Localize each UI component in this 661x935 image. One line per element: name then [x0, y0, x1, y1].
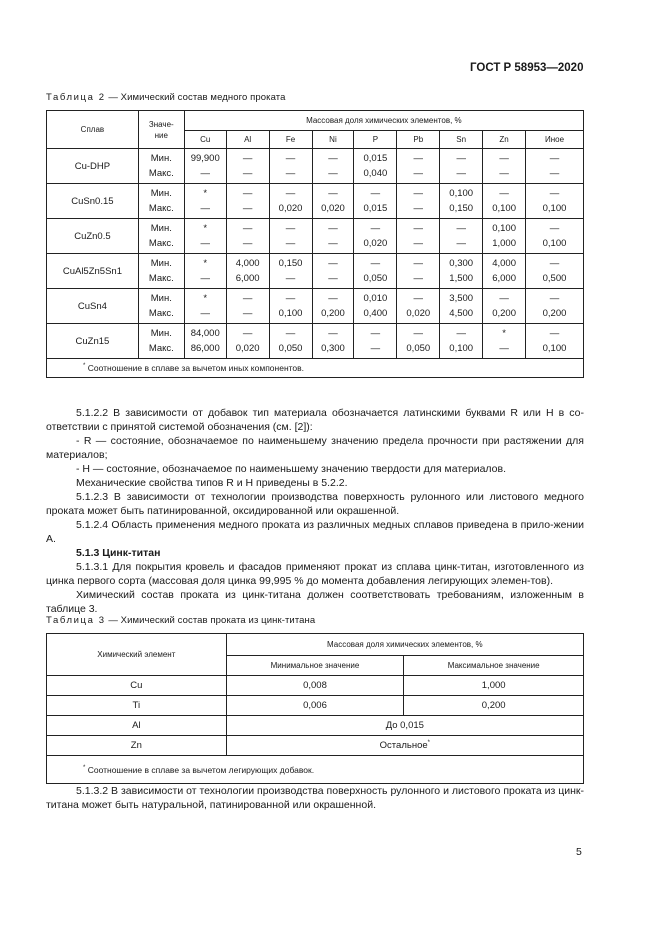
- min-value: —: [413, 153, 424, 164]
- min-label: Мин.: [150, 258, 172, 269]
- max-value: 0,300: [321, 343, 345, 354]
- alloy-name: CuSn0.15: [47, 184, 139, 219]
- table3-caption-title: — Химический состав проката из цинк-титана: [105, 615, 316, 626]
- col-element-header: Химический элемент: [47, 634, 227, 676]
- value-cell: [312, 184, 354, 219]
- value-cell: [397, 254, 440, 289]
- value-cell: [226, 184, 269, 219]
- value-cell: [397, 219, 440, 254]
- max-label: Макс.: [148, 308, 174, 319]
- min-value: *: [203, 188, 208, 199]
- element-name: Zn: [47, 736, 227, 756]
- max-label: Макс.: [148, 273, 174, 284]
- value-cell: [312, 219, 354, 254]
- value-cell: [483, 149, 526, 184]
- min-value: 4,000: [492, 258, 516, 269]
- paragraph: 5.1.2.2 В зависимости от добавок тип материала обозначается латинскими буквами R или H в со-ответствии с принятой системой обозначения (см. [2]):: [46, 407, 584, 433]
- min-value: —: [549, 328, 560, 339]
- max-value: 0,500: [542, 273, 567, 284]
- footnote-row: [47, 359, 584, 378]
- merged-value: [226, 716, 583, 736]
- max-value: —: [328, 238, 338, 249]
- table2-footnote: [47, 359, 584, 378]
- min-value: —: [242, 328, 253, 339]
- max-value: —: [285, 238, 296, 249]
- value-cell: [312, 149, 354, 184]
- min-value: —: [499, 293, 509, 304]
- min-value: —: [285, 153, 296, 164]
- value-cell: [526, 254, 584, 289]
- paragraph: 5.1.3.2 В зависимости от технологии производства поверхность рулонного и листового проката из цинк-титана может быть натуральной, патинированной или окрашенной.: [46, 785, 584, 811]
- element-header: Ni: [312, 131, 354, 149]
- max-value: 0,100: [542, 238, 567, 249]
- max-value: 0,020: [235, 343, 260, 354]
- min-value: —: [328, 258, 338, 269]
- min-value: —: [413, 293, 424, 304]
- min-value: 0,010: [363, 293, 388, 304]
- min-value: —: [456, 153, 466, 164]
- table-row: [47, 219, 584, 254]
- max-value: —: [456, 168, 466, 179]
- min-value: —: [549, 223, 560, 234]
- table2-caption-prefix: Таблица 2: [46, 92, 106, 103]
- min-value: *: [502, 328, 506, 339]
- value-cell: [184, 184, 226, 219]
- value-cell: [226, 289, 269, 324]
- paragraph: Механические свойства типов R и H приведены в 5.2.2.: [76, 477, 348, 489]
- value-cell: [184, 149, 226, 184]
- col-value-header: Значе- ние: [138, 111, 184, 149]
- table-row: [47, 254, 584, 289]
- max-value: —: [328, 168, 338, 179]
- col-group-header: Массовая доля химических элементов, %: [226, 634, 583, 656]
- value-cell: [269, 184, 312, 219]
- min-value: —: [328, 328, 338, 339]
- max-value: 0,015: [363, 203, 388, 214]
- min-value: —: [413, 223, 424, 234]
- page-number: 5: [576, 846, 582, 858]
- min-value: —: [328, 153, 338, 164]
- max-value: 1,000: [492, 238, 516, 249]
- closing-paragraph: [46, 784, 584, 812]
- max-value: —: [242, 308, 253, 319]
- min-value: —: [413, 188, 424, 199]
- value-cell: [269, 289, 312, 324]
- value-cell: [184, 324, 226, 359]
- value-cell: [526, 149, 584, 184]
- min-value: —: [328, 223, 338, 234]
- value-cell: [440, 254, 483, 289]
- max-value: 0,100: [542, 203, 567, 214]
- min-value: *: [203, 258, 208, 269]
- min-label: Мин.: [150, 153, 172, 164]
- value-cell: [184, 289, 226, 324]
- min-value: —: [413, 328, 424, 339]
- min-value: —: [549, 188, 560, 199]
- element-header: Иное: [526, 131, 584, 149]
- max-value: 0,200: [404, 696, 584, 716]
- max-value: —: [200, 168, 210, 179]
- min-value: —: [370, 258, 381, 269]
- min-value: 0,150: [278, 258, 303, 269]
- min-value: *: [203, 223, 208, 234]
- footnote-mark: *: [83, 764, 86, 771]
- value-cell: [483, 289, 526, 324]
- value-text: Остальное: [379, 740, 428, 752]
- min-value: —: [456, 223, 466, 234]
- element-name: Cu: [47, 676, 227, 696]
- footnote-text: Соотношение в сплаве за вычетом легирующих добавок.: [85, 764, 315, 775]
- table2: [46, 110, 584, 378]
- max-value: 0,100: [278, 308, 303, 319]
- value-cell: [440, 324, 483, 359]
- max-value: —: [242, 238, 253, 249]
- max-value: 0,040: [363, 168, 388, 179]
- paragraph: Химический состав проката из цинк-титана должен соответствовать требованиям, изложенным в таблице 3.: [46, 589, 584, 615]
- alloy-name: CuZn15: [47, 324, 139, 359]
- table3-caption-prefix: Таблица 3: [46, 615, 106, 626]
- min-value: —: [370, 188, 381, 199]
- value-cell: [483, 219, 526, 254]
- value-cell: [226, 219, 269, 254]
- table3-footnote: [47, 756, 584, 784]
- max-value: 0,050: [406, 343, 431, 354]
- element-header: Al: [226, 131, 269, 149]
- min-value: 84,000: [190, 328, 220, 339]
- min-value: —: [499, 153, 509, 164]
- value-cell: [526, 219, 584, 254]
- max-value: 0,050: [278, 343, 303, 354]
- value-cell: [312, 254, 354, 289]
- min-value: 0,100: [492, 223, 516, 234]
- element-header: P: [354, 131, 397, 149]
- value-cell: [440, 184, 483, 219]
- limit-labels: [138, 149, 184, 184]
- max-value: 6,000: [235, 273, 260, 284]
- footnote-text: Соотношение в сплаве за вычетом иных компонентов.: [85, 363, 305, 373]
- max-value: —: [499, 343, 509, 354]
- paragraph: 5.1.3 Цинк-титан: [76, 547, 161, 559]
- max-value: 0,020: [278, 203, 303, 214]
- min-value: 3,500: [449, 293, 474, 304]
- max-value: —: [328, 273, 338, 284]
- limit-labels: [138, 254, 184, 289]
- max-value: —: [549, 168, 560, 179]
- max-value: —: [499, 168, 509, 179]
- element-header: Pb: [397, 131, 440, 149]
- table-row: [47, 324, 584, 359]
- element-header: Fe: [269, 131, 312, 149]
- limit-labels: [138, 324, 184, 359]
- table-row: [47, 716, 584, 736]
- value-cell: [269, 149, 312, 184]
- max-value: 0,050: [363, 273, 388, 284]
- value-cell: [269, 324, 312, 359]
- value-cell: [354, 219, 397, 254]
- table2-caption-title: — Химический состав медного проката: [105, 92, 286, 103]
- min-label: Мин.: [150, 328, 172, 339]
- min-value: 0,100: [449, 188, 474, 199]
- min-value: —: [242, 223, 253, 234]
- min-label: Мин.: [150, 188, 172, 199]
- alloy-name: CuZn0.5: [47, 219, 139, 254]
- min-label: Мин.: [150, 293, 172, 304]
- limit-labels: [138, 219, 184, 254]
- value-cell: [226, 324, 269, 359]
- value-cell: [397, 149, 440, 184]
- min-value: —: [242, 153, 253, 164]
- max-value: —: [285, 168, 296, 179]
- paragraph: - R — состояние, обозначаемое по наименьшему значению предела прочности при растяжении для материалов;: [46, 435, 584, 461]
- max-value: —: [200, 238, 210, 249]
- max-value: —: [242, 203, 253, 214]
- value-cell: [440, 149, 483, 184]
- max-label: Макс.: [148, 203, 174, 214]
- merged-value: [226, 736, 583, 756]
- table-row: [47, 184, 584, 219]
- value-cell: [354, 184, 397, 219]
- value-cell: [483, 254, 526, 289]
- table-row: [47, 149, 584, 184]
- footnote-mark: *: [427, 739, 430, 746]
- min-value: 99,900: [190, 153, 220, 164]
- min-value: —: [285, 293, 296, 304]
- max-value: —: [200, 308, 210, 319]
- min-value: —: [285, 223, 296, 234]
- value-cell: [354, 324, 397, 359]
- max-value: 1,500: [449, 273, 474, 284]
- element-name: Al: [47, 716, 227, 736]
- paragraph: - H — состояние, обозначаемое по наименьшему значению твердости для материалов.: [76, 463, 506, 475]
- value-cell: [483, 324, 526, 359]
- paragraph: 5.1.3.1 Для покрытия кровель и фасадов применяют прокат из сплава цинк-титан, изготовленного из цинка первого сорта (массовая доля цинка 99,995 % до момента добавления легирующих элемен-тов).: [46, 561, 584, 587]
- min-value: —: [328, 293, 338, 304]
- element-name: Ti: [47, 696, 227, 716]
- table-row: [47, 696, 584, 716]
- value-cell: [269, 254, 312, 289]
- min-value: —: [549, 153, 560, 164]
- paragraph: 5.1.2.4 Область применения медного проката из различных медных сплавов приведена в прило-жении А.: [46, 519, 584, 545]
- value-cell: [226, 254, 269, 289]
- min-value: 0,015: [363, 153, 388, 164]
- min-value: 0,006: [226, 696, 404, 716]
- min-value: —: [549, 293, 560, 304]
- table-row: [47, 676, 584, 696]
- max-value: —: [413, 273, 424, 284]
- max-value: 0,020: [363, 238, 388, 249]
- max-label: Макс.: [148, 168, 174, 179]
- footnote-mark: *: [83, 363, 86, 370]
- value-cell: [526, 184, 584, 219]
- alloy-name: CuAl5Zn5Sn1: [47, 254, 139, 289]
- min-value: —: [370, 223, 381, 234]
- value-cell: [312, 289, 354, 324]
- min-value: *: [203, 293, 208, 304]
- max-value: 0,150: [449, 203, 474, 214]
- max-value: 6,000: [492, 273, 516, 284]
- min-value: —: [413, 258, 424, 269]
- max-value: 0,100: [492, 203, 516, 214]
- footnote-row: [47, 756, 584, 784]
- max-value: 0,100: [449, 343, 474, 354]
- table3: [46, 633, 584, 784]
- value-cell: [226, 149, 269, 184]
- body-text: [46, 406, 584, 616]
- max-value: 0,200: [492, 308, 516, 319]
- value-cell: [184, 219, 226, 254]
- max-label: Макс.: [148, 343, 174, 354]
- value-cell: [397, 289, 440, 324]
- paragraph: 5.1.2.3 В зависимости от технологии производства поверхность рулонного или листового медного проката может быть патинированной, оксидированной или окрашенной.: [46, 491, 584, 517]
- limit-labels: [138, 184, 184, 219]
- table2-caption: [46, 92, 285, 103]
- max-value: —: [242, 168, 253, 179]
- element-header: Zn: [483, 131, 526, 149]
- max-value: —: [413, 203, 424, 214]
- element-header: Cu: [184, 131, 226, 149]
- value-cell: [397, 184, 440, 219]
- value-cell: [483, 184, 526, 219]
- max-value: —: [200, 203, 210, 214]
- alloy-name: Cu-DHP: [47, 149, 139, 184]
- max-value: 86,000: [190, 343, 220, 354]
- limit-labels: [138, 289, 184, 324]
- max-value: —: [370, 343, 381, 354]
- value-cell: [269, 219, 312, 254]
- value-cell: [354, 254, 397, 289]
- max-value: —: [200, 273, 210, 284]
- max-value: —: [413, 238, 424, 249]
- value-cell: [354, 289, 397, 324]
- max-value: 1,000: [404, 676, 584, 696]
- value-cell: [354, 149, 397, 184]
- table3-caption: [46, 615, 315, 626]
- max-value: 0,200: [542, 308, 567, 319]
- min-value: 4,000: [235, 258, 260, 269]
- min-value: —: [370, 328, 381, 339]
- max-value: 0,100: [542, 343, 567, 354]
- col-min-header: Минимальное значение: [226, 656, 404, 676]
- max-value: 0,020: [321, 203, 345, 214]
- max-label: Макс.: [148, 238, 174, 249]
- col-group-header: Массовая доля химических элементов, %: [184, 111, 583, 131]
- max-value: 0,200: [321, 308, 345, 319]
- col-max-header: Максимальное значение: [404, 656, 584, 676]
- value-text: До 0,015: [385, 720, 424, 732]
- max-value: —: [456, 238, 466, 249]
- standard-number: ГОСТ Р 58953—2020: [470, 62, 584, 74]
- min-value: —: [328, 188, 338, 199]
- max-value: —: [285, 273, 296, 284]
- value-cell: [397, 324, 440, 359]
- value-cell: [312, 324, 354, 359]
- table-row: [47, 289, 584, 324]
- value-cell: [440, 219, 483, 254]
- min-value: —: [242, 293, 253, 304]
- min-value: —: [456, 328, 466, 339]
- min-value: 0,008: [226, 676, 404, 696]
- value-cell: [526, 289, 584, 324]
- col-alloy-header: Сплав: [47, 111, 139, 149]
- value-cell: [440, 289, 483, 324]
- min-label: Мин.: [150, 223, 172, 234]
- min-value: —: [499, 188, 509, 199]
- element-header: Sn: [440, 131, 483, 149]
- max-value: —: [413, 168, 424, 179]
- value-cell: [526, 324, 584, 359]
- table-row: [47, 736, 584, 756]
- value-cell: [184, 254, 226, 289]
- min-value: —: [242, 188, 253, 199]
- max-value: 0,020: [406, 308, 431, 319]
- min-value: —: [285, 188, 296, 199]
- max-value: 0,400: [363, 308, 388, 319]
- min-value: —: [285, 328, 296, 339]
- min-value: —: [549, 258, 560, 269]
- alloy-name: CuSn4: [47, 289, 139, 324]
- min-value: 0,300: [449, 258, 474, 269]
- max-value: 4,500: [449, 308, 474, 319]
